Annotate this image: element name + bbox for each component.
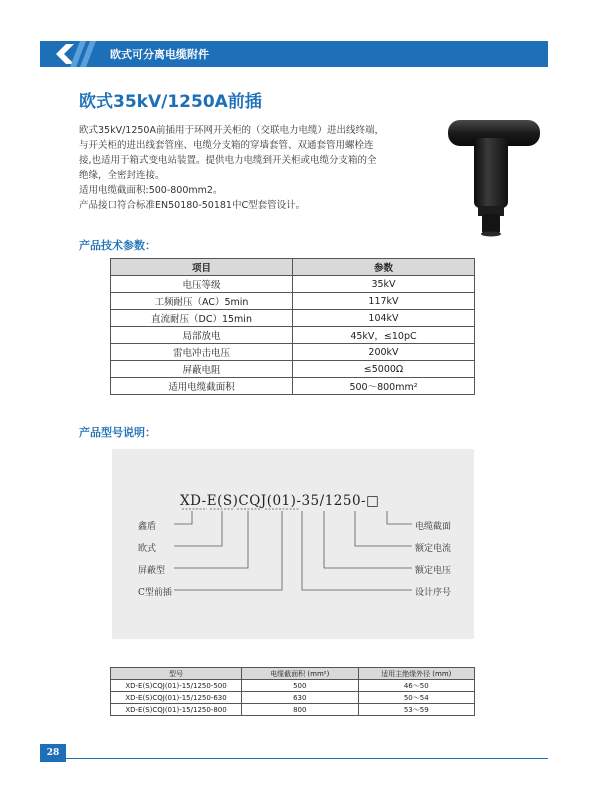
spec-table bbox=[110, 258, 475, 395]
model-label-right: 额定电压 bbox=[415, 566, 452, 576]
table-header-row bbox=[111, 668, 475, 680]
table-cell: 雷电冲击电压 bbox=[111, 344, 293, 361]
intro-line: 接,也适用于箱式变电站装置。提供电力电缆到开关柜或电缆分支箱的全 bbox=[79, 155, 377, 166]
table-row bbox=[111, 310, 475, 327]
intro-line: 与开关柜的进出线套管座、电缆分支箱的穿墙套管、双通套管用螺栓连 bbox=[79, 140, 374, 151]
table-cell: 117kV bbox=[293, 293, 475, 310]
table-header-row bbox=[111, 259, 475, 276]
model-label-left: 屏蔽型 bbox=[138, 566, 166, 576]
intro-line: 适用电缆截面积:500-800mm2。 bbox=[79, 185, 223, 196]
table-row bbox=[111, 293, 475, 310]
table-cell: 500 bbox=[242, 680, 358, 692]
model-label-left: 鑫盾 bbox=[138, 522, 157, 532]
table-cell: ≤5000Ω bbox=[293, 361, 475, 378]
intro-line: 欧式35kV/1250A前插用于环网开关柜的（交联电力电缆）进出线终端， bbox=[79, 125, 384, 136]
table-row bbox=[111, 276, 475, 293]
table-row bbox=[111, 344, 475, 361]
table-row bbox=[111, 680, 475, 692]
header-title: 欧式可分离电缆附件 bbox=[110, 48, 209, 61]
model-label-right: 额定电流 bbox=[415, 544, 452, 554]
model-label-right: 设计序号 bbox=[415, 588, 452, 598]
table-cell: 800 bbox=[242, 704, 358, 716]
table-header-cell: 参数 bbox=[293, 259, 475, 276]
model-label-left: C型前插 bbox=[138, 588, 172, 598]
product-image bbox=[440, 110, 550, 240]
table-cell: 适用电缆截面积 bbox=[111, 378, 293, 395]
table-row bbox=[111, 361, 475, 378]
table-cell: XD-E(S)CQJ(01)-15/1250-630 bbox=[111, 692, 242, 704]
table-cell: 46～50 bbox=[358, 680, 475, 692]
table-row bbox=[111, 692, 475, 704]
table-cell: 53～59 bbox=[358, 704, 475, 716]
table-cell: 500～800mm² bbox=[293, 378, 475, 395]
table-cell: 35kV bbox=[293, 276, 475, 293]
footer-line bbox=[40, 758, 548, 759]
intro-line: 绝缘，全密封连接。 bbox=[79, 170, 165, 181]
chevron-left-icon bbox=[48, 41, 108, 67]
table-header-cell: 项目 bbox=[111, 259, 293, 276]
intro-line: 产品接口符合标准EN50180-50181中C型套管设计。 bbox=[79, 200, 306, 211]
model-code: XD-E(S)CQJ(01)-35/1250-□ bbox=[180, 493, 380, 509]
table-cell: 45kV，≤10pC bbox=[293, 327, 475, 344]
table-cell: 50～54 bbox=[358, 692, 475, 704]
table-header-cell: 电缆截面积 (mm²) bbox=[242, 668, 358, 680]
spec-section-title: 产品技术参数： bbox=[79, 239, 156, 252]
table-cell: 局部放电 bbox=[111, 327, 293, 344]
model-section-title: 产品型号说明： bbox=[79, 426, 156, 439]
page-number: 28 bbox=[40, 744, 66, 762]
model-label-right: 电缆截面 bbox=[415, 522, 452, 532]
table-header-cell: 型号 bbox=[111, 668, 242, 680]
table-cell: 104kV bbox=[293, 310, 475, 327]
table-cell: 直流耐压（DC）15min bbox=[111, 310, 293, 327]
table-header-cell: 适用主绝缘外径 (mm) bbox=[358, 668, 475, 680]
table-row bbox=[111, 378, 475, 395]
models-table bbox=[110, 667, 475, 716]
table-cell: 电压等级 bbox=[111, 276, 293, 293]
table-row bbox=[111, 704, 475, 716]
table-cell: 630 bbox=[242, 692, 358, 704]
table-cell: 200kV bbox=[293, 344, 475, 361]
table-row bbox=[111, 327, 475, 344]
table-cell: XD-E(S)CQJ(01)-15/1250-800 bbox=[111, 704, 242, 716]
table-cell: 工频耐压（AC）5min bbox=[111, 293, 293, 310]
page-title: 欧式35kV/1250A前插 bbox=[79, 92, 262, 112]
table-cell: XD-E(S)CQJ(01)-15/1250-500 bbox=[111, 680, 242, 692]
model-label-left: 欧式 bbox=[138, 544, 157, 554]
table-cell: 屏蔽电阻 bbox=[111, 361, 293, 378]
intro-text bbox=[79, 123, 434, 213]
